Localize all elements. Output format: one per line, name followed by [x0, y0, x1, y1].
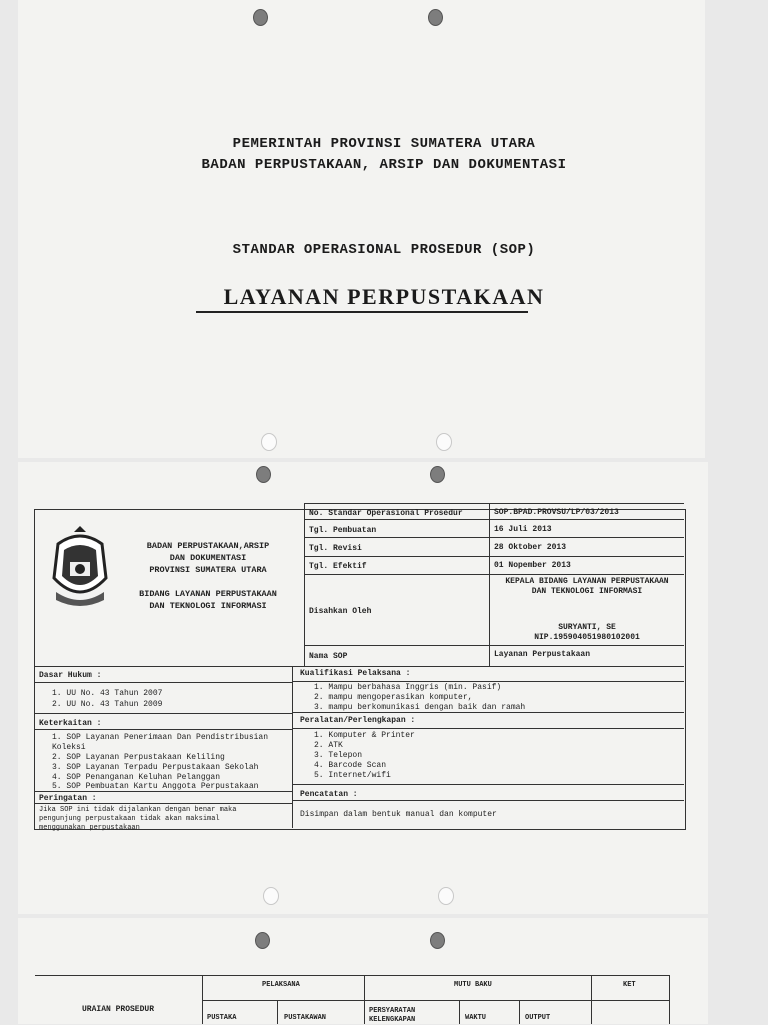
table-rule: [34, 803, 292, 804]
sop-name-value: Layanan Perpustakaan: [494, 650, 591, 659]
table-rule: [34, 682, 292, 683]
table-divider: [669, 975, 670, 1024]
table-rule: [304, 537, 684, 538]
org-name-line: DAN DOKUMENTASI: [169, 553, 247, 563]
department-line: DAN TEKNOLOGI INFORMASI: [149, 601, 267, 611]
table-rule: [292, 712, 684, 713]
sop-heading: STANDAR OPERASIONAL PROSEDUR (SOP): [232, 242, 536, 258]
approver-name: SURYANTI, SE: [558, 623, 616, 632]
related-sop-item: 4. SOP Penanganan Keluhan Pelanggan: [52, 773, 221, 782]
legal-basis-item: 1. UU No. 43 Tahun 2007: [52, 689, 163, 698]
sop-name-label: Nama SOP: [309, 652, 348, 661]
punch-hole: [253, 9, 268, 26]
table-rule: [304, 519, 684, 520]
equipment-label: Peralatan/Perlengkapan :: [300, 716, 416, 725]
table-rule: [304, 574, 684, 575]
table-divider: [292, 666, 293, 828]
qualification-item: 2. mampu mengoperasikan komputer,: [314, 693, 473, 702]
government-heading: PEMERINTAH PROVINSI SUMATERA UTARA: [232, 136, 536, 152]
warning-text: menggunakan perpustakaan: [39, 824, 140, 832]
equipment-item: 5. Internet/wifi: [314, 771, 391, 780]
table-divider: [304, 503, 305, 666]
punch-hole: [263, 887, 279, 905]
qualification-item: 3. mampu berkomunikasi dengan baik dan ramah: [314, 703, 526, 712]
table-rule: [35, 975, 669, 976]
table-rule: [304, 503, 684, 504]
related-sop-label: Keterkaitan :: [39, 719, 102, 728]
equipment-item: 2. ATK: [314, 741, 343, 750]
punch-hole: [261, 433, 277, 451]
warning-text: pengunjung perpustakaan tidak akan maksimal: [39, 815, 220, 823]
table-rule: [292, 728, 684, 729]
subheader-executor: PUSTAKA: [207, 1014, 237, 1022]
field-value-effective: 01 Nopember 2013: [494, 561, 571, 570]
related-sop-item: 2. SOP Layanan Perpustakaan Keliling: [52, 753, 225, 762]
equipment-item: 1. Komputer & Printer: [314, 731, 415, 740]
punch-hole: [428, 9, 443, 26]
table-rule: [34, 791, 292, 792]
legal-basis-label: Dasar Hukum :: [39, 671, 102, 680]
table-divider: [591, 975, 592, 1024]
field-label-effective: Tgl. Efektif: [309, 562, 367, 571]
table-rule: [304, 556, 684, 557]
warning-text: Jika SOP ini tidak dijalankan dengan benar maka: [39, 806, 237, 814]
field-value-revised: 28 Oktober 2013: [494, 543, 567, 552]
column-header-quality: MUTU BAKU: [454, 981, 492, 989]
table-divider: [459, 1000, 460, 1024]
approver-title-line: DAN TEKNOLOGI INFORMASI: [531, 587, 643, 596]
table-divider: [202, 975, 203, 1024]
subheader-quality: WAKTU: [465, 1014, 487, 1022]
qualification-label: Kualifikasi Pelaksana :: [300, 669, 411, 678]
org-name-line: PROVINSI SUMATERA UTARA: [149, 565, 267, 575]
table-rule: [292, 681, 684, 682]
recording-label: Pencatatan :: [300, 790, 358, 799]
recording-text: Disimpan dalam bentuk manual dan komputer: [300, 810, 497, 819]
punch-hole: [436, 433, 452, 451]
approver-nip: NIP.195904051980102001: [534, 633, 640, 642]
title-underline: [196, 311, 528, 313]
cover-page: [18, 0, 705, 458]
column-header-executor: PELAKSANA: [262, 981, 300, 989]
table-rule: [292, 800, 684, 801]
table-rule: [202, 1000, 669, 1001]
related-sop-item: 1. SOP Layanan Penerimaan Dan Pendistribusian: [52, 733, 269, 742]
subheader-quality: PERSYARATAN KELENGKAPAN: [369, 1007, 416, 1024]
equipment-item: 4. Barcode Scan: [314, 761, 387, 770]
punch-hole: [430, 466, 445, 483]
column-header-procedure: URAIAN PROSEDUR: [82, 1005, 155, 1014]
org-name-line: BADAN PERPUSTAKAAN,ARSIP: [146, 541, 270, 551]
punch-hole: [438, 887, 454, 905]
equipment-item: 3. Telepon: [314, 751, 363, 760]
table-divider: [364, 975, 365, 1024]
table-divider: [489, 503, 490, 666]
related-sop-item: 5. SOP Pembuatan Kartu Anggota Perpustakaan: [52, 782, 259, 791]
table-rule: [34, 729, 292, 730]
department-line: BIDANG LAYANAN PERPUSTAKAAN: [139, 589, 277, 599]
table-rule: [292, 784, 684, 785]
punch-hole: [256, 466, 271, 483]
punch-hole: [430, 932, 445, 949]
column-header-notes: KET: [623, 981, 636, 989]
table-rule: [34, 713, 292, 714]
subheader-quality: OUTPUT: [525, 1014, 551, 1022]
field-value-sop-number: SOP.BPAD.PROVSU/LP/03/2013: [494, 508, 619, 517]
punch-hole: [255, 932, 270, 949]
table-divider: [277, 1000, 278, 1024]
field-label-created: Tgl. Pembuatan: [309, 526, 377, 535]
related-sop-item: 3. SOP Layanan Terpadu Perpustakaan Sekolah: [52, 763, 259, 772]
related-sop-item: Koleksi: [52, 743, 86, 752]
qualification-item: 1. Mampu berbahasa Inggris (min. Pasif): [314, 683, 502, 692]
field-value-created: 16 Juli 2013: [494, 525, 552, 534]
subheader-executor: PUSTAKAWAN: [284, 1014, 327, 1022]
provincial-emblem-icon: [48, 526, 112, 610]
field-label-revised: Tgl. Revisi: [309, 544, 362, 553]
approver-title-line: KEPALA BIDANG LAYANAN PERPUSTAKAAN: [505, 577, 669, 586]
warning-label: Peringatan :: [39, 794, 97, 803]
legal-basis-item: 2. UU No. 43 Tahun 2009: [52, 700, 163, 709]
table-rule: [304, 645, 684, 646]
field-label-sop-number: No. Standar Operasional Prosedur: [309, 509, 463, 518]
table-divider: [519, 1000, 520, 1024]
agency-heading: BADAN PERPUSTAKAAN, ARSIP DAN DOKUMENTASI: [201, 157, 567, 173]
table-rule: [34, 666, 684, 667]
approved-by-label: Disahkan Oleh: [309, 607, 372, 616]
document-title: LAYANAN PERPUSTAKAAN: [223, 284, 545, 309]
